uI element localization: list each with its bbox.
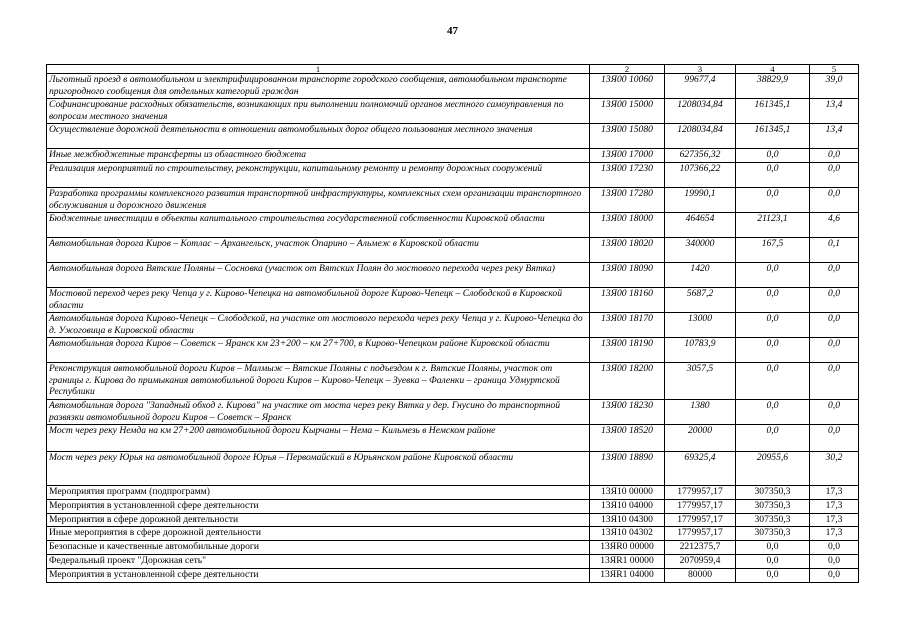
row-name: Мост через реку Немда на км 27+200 автомобильной дороги Кырчаны – Нема – Кильмезь в Немском районе [47, 425, 590, 452]
row-value-4: 0,0 [736, 425, 810, 452]
row-value-4: 0,0 [736, 263, 810, 288]
row-name: Реализация мероприятий по строительству, реконструкции, капитальному ремонту и ремонту дорожных сооружений [47, 163, 590, 188]
table-row [47, 499, 859, 513]
row-value-5: 17,3 [810, 486, 859, 500]
row-value-5: 0,0 [810, 541, 859, 555]
table-row [47, 188, 859, 213]
row-value-5: 0,0 [810, 363, 859, 400]
table-row [47, 213, 859, 238]
row-value-4: 38829,9 [736, 74, 810, 99]
row-value-3: 3057,5 [665, 363, 736, 400]
row-code: 13Я00 15000 [590, 99, 665, 124]
table-row [47, 99, 859, 124]
row-name: Федеральный проект "Дорожная сеть" [47, 554, 590, 568]
table-row [47, 124, 859, 149]
table-row [47, 513, 859, 527]
row-code: 13Я00 18000 [590, 213, 665, 238]
row-code: 13ЯR0 00000 [590, 541, 665, 555]
table-row [47, 425, 859, 452]
row-value-3: 19990,1 [665, 188, 736, 213]
row-value-3: 80000 [665, 568, 736, 582]
row-name: Осуществление дорожной деятельности в отношении автомобильных дорог общего пользования местного значения [47, 124, 590, 149]
row-value-3: 1380 [665, 400, 736, 425]
row-code: 13Я00 18890 [590, 452, 665, 486]
row-value-4: 20955,6 [736, 452, 810, 486]
row-code: 13Я00 18020 [590, 238, 665, 263]
row-name: Мероприятия в установленной сфере деятельности [47, 568, 590, 582]
row-name: Разработка программы комплексного развития транспортной инфраструктуры, комплексных схем организации транспортного обслуживания и дорожного движения [47, 188, 590, 213]
table-row [47, 149, 859, 163]
row-value-5: 30,2 [810, 452, 859, 486]
row-code: 13Я00 10060 [590, 74, 665, 99]
row-code: 13Я00 18170 [590, 313, 665, 338]
row-value-3: 340000 [665, 238, 736, 263]
table-row [47, 74, 859, 99]
row-value-4: 0,0 [736, 188, 810, 213]
row-value-5: 0,0 [810, 163, 859, 188]
row-code: 13Я00 18190 [590, 338, 665, 363]
row-value-4: 0,0 [736, 400, 810, 425]
row-name: Автомобильная дорога Киров – Советск – Яранск км 23+200 – км 27+700, в Кирово-Чепецком районе Кировской области [47, 338, 590, 363]
row-code: 13Я10 00000 [590, 486, 665, 500]
row-value-5: 4,6 [810, 213, 859, 238]
row-code: 13ЯR1 00000 [590, 554, 665, 568]
row-value-5: 17,3 [810, 513, 859, 527]
row-value-3: 10783,9 [665, 338, 736, 363]
table-row [47, 452, 859, 486]
row-value-5: 0,0 [810, 425, 859, 452]
row-value-5: 17,3 [810, 499, 859, 513]
row-value-5: 0,0 [810, 288, 859, 313]
table-row [47, 400, 859, 425]
row-value-5: 39,0 [810, 74, 859, 99]
row-name: Льготный проезд в автомобильном и электрифицированном транспорте городского сообщения, автомобильном транспорте пригородного сообщения для отдельных категорий граждан [47, 74, 590, 99]
row-value-5: 0,1 [810, 238, 859, 263]
row-value-3: 1779957,17 [665, 486, 736, 500]
table-row [47, 554, 859, 568]
row-name: Мост через реку Юрья на автомобильной дороге Юрья – Первомайский в Юрьянском районе Кировской области [47, 452, 590, 486]
row-value-5: 0,0 [810, 568, 859, 582]
row-value-4: 0,0 [736, 149, 810, 163]
row-value-5: 0,0 [810, 263, 859, 288]
row-value-4: 0,0 [736, 338, 810, 363]
row-value-5: 13,4 [810, 124, 859, 149]
row-code: 13Я10 04300 [590, 513, 665, 527]
row-value-4: 0,0 [736, 288, 810, 313]
row-value-3: 464654 [665, 213, 736, 238]
row-name: Бюджетные инвестиции в объекты капитального строительства государственной собственности Кировской области [47, 213, 590, 238]
row-value-5: 0,0 [810, 554, 859, 568]
table-row [47, 163, 859, 188]
page-number: 47 [447, 25, 458, 37]
row-value-5: 13,4 [810, 99, 859, 124]
row-value-4: 307350,3 [736, 499, 810, 513]
budget-table [46, 64, 859, 583]
row-code: 13Я00 17230 [590, 163, 665, 188]
row-name: Автомобильная дорога Кирово-Чепецк – Слободской, на участке от мостового перехода через реку Чепца у г. Кирово-Чепецка до д. Ужоговица в Кировской области [47, 313, 590, 338]
row-code: 13Я00 18230 [590, 400, 665, 425]
row-value-3: 69325,4 [665, 452, 736, 486]
row-value-3: 1420 [665, 263, 736, 288]
row-value-5: 0,0 [810, 313, 859, 338]
row-value-3: 5687,2 [665, 288, 736, 313]
row-name: Мероприятия в сфере дорожной деятельности [47, 513, 590, 527]
row-code: 13Я10 04302 [590, 527, 665, 541]
table-row [47, 527, 859, 541]
column-header-5: 5 [810, 65, 859, 74]
table-row [47, 263, 859, 288]
row-code: 13Я00 18200 [590, 363, 665, 400]
row-value-4: 307350,3 [736, 527, 810, 541]
row-code: 13Я00 17000 [590, 149, 665, 163]
row-value-3: 2070959,4 [665, 554, 736, 568]
row-value-4: 307350,3 [736, 513, 810, 527]
row-value-3: 99677,4 [665, 74, 736, 99]
row-value-4: 0,0 [736, 568, 810, 582]
table-row [47, 338, 859, 363]
table-row [47, 363, 859, 400]
row-name: Автомобильная дорога Киров – Котлас – Архангельск, участок Опарино – Альмеж в Кировской области [47, 238, 590, 263]
row-name: Мероприятия программ (подпрограмм) [47, 486, 590, 500]
row-value-4: 307350,3 [736, 486, 810, 500]
row-name: Иные мероприятия в сфере дорожной деятельности [47, 527, 590, 541]
row-name: Безопасные и качественные автомобильные дороги [47, 541, 590, 555]
row-value-3: 1779957,17 [665, 513, 736, 527]
row-value-4: 21123,1 [736, 213, 810, 238]
row-value-4: 0,0 [736, 163, 810, 188]
table-header-row [47, 65, 859, 74]
row-value-4: 0,0 [736, 363, 810, 400]
row-name: Иные межбюджетные трансферты из областного бюджета [47, 149, 590, 163]
column-header-2: 2 [590, 65, 665, 74]
row-code: 13ЯR1 04000 [590, 568, 665, 582]
table-row [47, 568, 859, 582]
row-value-4: 167,5 [736, 238, 810, 263]
row-value-4: 0,0 [736, 541, 810, 555]
row-value-3: 2212375,7 [665, 541, 736, 555]
row-value-4: 161345,1 [736, 99, 810, 124]
row-value-5: 0,0 [810, 400, 859, 425]
row-value-5: 0,0 [810, 188, 859, 213]
row-value-3: 1779957,17 [665, 527, 736, 541]
table-row [47, 288, 859, 313]
row-value-3: 20000 [665, 425, 736, 452]
row-value-3: 1208034,84 [665, 99, 736, 124]
row-value-4: 0,0 [736, 313, 810, 338]
row-name: Мостовой переход через реку Чепца у г. Кирово-Чепецка на автомобильной дороге Кирово-Чепецк – Слободской в Кировской области [47, 288, 590, 313]
row-value-5: 0,0 [810, 149, 859, 163]
row-name: Мероприятия в установленной сфере деятельности [47, 499, 590, 513]
row-value-5: 0,0 [810, 338, 859, 363]
row-name: Автомобильная дорога Вятские Поляны – Сосновка (участок от Вятских Полян до мостового перехода через реку Вятка) [47, 263, 590, 288]
table-row [47, 313, 859, 338]
column-header-1: 1 [47, 65, 590, 74]
row-value-3: 1208034,84 [665, 124, 736, 149]
row-name: Софинансирование расходных обязательств, возникающих при выполнении полномочий органов местного самоуправления по вопросам местного значения [47, 99, 590, 124]
row-value-5: 17,3 [810, 527, 859, 541]
row-value-4: 161345,1 [736, 124, 810, 149]
row-code: 13Я00 18160 [590, 288, 665, 313]
column-header-3: 3 [665, 65, 736, 74]
row-value-3: 107366,22 [665, 163, 736, 188]
table-row [47, 541, 859, 555]
table-row [47, 486, 859, 500]
row-code: 13Я00 18090 [590, 263, 665, 288]
table-row [47, 238, 859, 263]
row-name: Реконструкция автомобильной дороги Киров – Малмыж – Вятские Поляны с подъездом к г. Вятские Поляны, участок от границы г. Кирова до примыкания автомобильной дороги Киров – Кирово-Чепецк – Зуевка – Фаленки – граница Удмуртской Республики [47, 363, 590, 400]
row-value-4: 0,0 [736, 554, 810, 568]
row-code: 13Я10 04000 [590, 499, 665, 513]
row-value-3: 627356,32 [665, 149, 736, 163]
row-value-3: 1779957,17 [665, 499, 736, 513]
column-header-4: 4 [736, 65, 810, 74]
row-code: 13Я00 15080 [590, 124, 665, 149]
row-code: 13Я00 18520 [590, 425, 665, 452]
row-value-3: 13000 [665, 313, 736, 338]
row-code: 13Я00 17280 [590, 188, 665, 213]
row-name: Автомобильная дорога "Западный обход г. Кирова" на участке от моста через реку Вятка у дер. Гнусино до транспортной развязки автомобильной дороги Киров – Советск – Яранск [47, 400, 590, 425]
